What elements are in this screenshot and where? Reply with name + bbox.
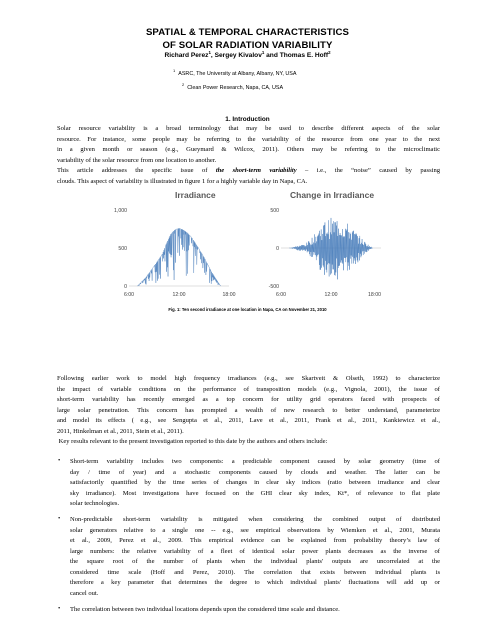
paragraph-line: variability of the solar resource from one location to another. <box>57 156 217 164</box>
bullet-marker: • <box>58 515 61 522</box>
right-x-tick-label: 6:00 <box>275 292 287 298</box>
author-separator: , <box>210 52 215 60</box>
paragraph-line: the impact of variable conditions on the performance of transposition models (e.g., Vignola, 2001), the issue of <box>57 385 440 393</box>
bullet-line: solar generators relative to a single one -- e.g., see empirical observations by Wiemken et al., 2001, Murata <box>70 526 440 534</box>
bullet-line: Short-term variability includes two components: a predictable component caused by solar geometry (time of <box>70 458 440 465</box>
author-name: Thomas E. Hoff <box>279 52 329 60</box>
bullet-item-2 <box>70 515 440 599</box>
right-y-tick-label: 0 <box>276 246 279 252</box>
bullet-item-1 <box>70 457 440 510</box>
emphasis-text: the short-term variability <box>215 167 297 174</box>
paragraph-line: in a given month or season (e.g., Gueymard & Wilcox, 2011). Others may be referring to the microclimatic <box>57 146 440 153</box>
irradiance-panel-title: Irradiance <box>175 190 216 200</box>
body-paragraph <box>57 374 440 437</box>
bullet-line: considered time scale (Hoff and Perez, 2010). The correlation that exists between individual plants is <box>70 568 440 576</box>
right-y-tick-label: -500 <box>268 284 279 290</box>
bullet-line: large numbers: the relative variability of a fleet of identical solar power plants decreases as the inverse of <box>70 547 440 555</box>
affiliation-number: 2 <box>182 82 185 87</box>
left-x-tick-label: 12:00 <box>172 292 186 298</box>
paragraph-line <box>57 166 440 177</box>
left-x-tick-label: 18:00 <box>222 292 236 298</box>
figure-caption: Fig. 1: Ten second irradiance at one location in Napa, CA on November 21, 2010 <box>168 307 327 312</box>
author-name: Richard Perez <box>164 52 209 60</box>
paragraph-line: short-term variability has recently emerged as a top concern for utility grid operators faced with prospects of <box>57 396 440 403</box>
affiliation-2 <box>182 82 283 91</box>
affiliation-text: ASRC, The University at Albany, Albany, NY, USA <box>178 70 297 77</box>
intro-paragraph-1 <box>57 124 440 166</box>
bullet-line: day / time of year) and a stochastic components caused by clouds and weather. The latter can be <box>70 468 440 476</box>
bullet-line: et al., 2009, Perez et al., 2009. This empirical evidence can be explained from probability theory’s law of <box>70 537 440 544</box>
paragraph-line: Following earlier work to model high frequency irradiances (e.g., see Skartveit & Olseth, 1992) to characterize <box>57 375 440 382</box>
author-separator: and <box>264 52 280 60</box>
paper-title-line-2: OF SOLAR RADIATION VARIABILITY <box>162 40 333 51</box>
left-x-tick-label: 6:00 <box>123 292 135 298</box>
section-heading: 1. Introduction <box>225 116 270 123</box>
bullet-line: sky irradiance). Most investigations have focused on the GHI clear sky index, Kt*, of relevance to flat plate <box>70 489 440 497</box>
paragraph-line: large solar penetration. This concern has prompted a wealth of new research to better understand, parameterize <box>57 406 440 414</box>
bullet-line: solar technologies. <box>70 500 120 507</box>
left-y-tick-label: 500 <box>118 246 127 252</box>
right-y-tick-label: 500 <box>270 208 279 214</box>
bullet-marker: • <box>58 605 61 612</box>
left-y-tick-label: 1,000 <box>114 208 127 214</box>
figure-1 <box>113 186 383 301</box>
bullet-marker: • <box>58 457 61 464</box>
paragraph-line: Solar resource variability is a broad terminology that may be used to describe different aspects of the solar <box>57 125 440 132</box>
bullet-line: The correlation between two individual locations depends upon the considered time scale and distance. <box>70 606 340 613</box>
bullet-line: therefore a key parameter that determines the degree to which individual plants' fluctuations will add up or <box>70 579 440 586</box>
bullet-item-3 <box>70 605 440 616</box>
author-affiliation-marker: 1 <box>261 50 265 55</box>
results-intro: Key results relevant to the present investigation reported to this date by the authors and others include: <box>57 438 328 445</box>
affiliation-text: Clean Power Research, Napa, CA, USA <box>187 84 284 91</box>
author-affiliation-marker: 1 <box>208 50 211 55</box>
affiliation-1 <box>173 68 296 77</box>
paper-title-line-1: SPATIAL & TEMPORAL CHARACTERISTICS <box>145 27 350 38</box>
affiliation-number: 1 <box>173 68 176 73</box>
right-x-tick-label: 18:00 <box>368 292 381 298</box>
bullet-line: satisfactorily quantified by the time series of changes in clear sky indices (ratio between irradiance and clear <box>70 479 440 486</box>
paragraph-line: 2011, Hinkelman et al., 2011, Stein et al., 2011). <box>57 427 184 435</box>
bullet-line: the square root of the number of plants when the individual plants' outputs are uncorrelated at the <box>70 558 440 565</box>
bullet-line: Non-predictable short-term variability is mitigated when considering the combined output of distributed <box>70 516 440 523</box>
author-name: Sergey Kivalov <box>214 52 262 60</box>
text-run: – i.e., the “noise” caused by passing <box>296 167 440 174</box>
change-panel-title: Change in Irradiance <box>290 190 375 200</box>
intro-paragraph-2 <box>57 166 440 187</box>
author-list <box>0 50 495 59</box>
right-x-tick-label: 12:00 <box>324 292 338 298</box>
text-run: This article addresses the specific issue of <box>57 167 216 174</box>
paragraph-line: and model its effects ( e.g., see Sengupta et al., 2011, Lave et al., 2011, Frank et al., 2011, Kankiewicz et al., <box>57 417 440 424</box>
left-y-tick-label: 0 <box>124 284 127 290</box>
paragraph-line: clouds. This aspect of variability is illustrated in figure 1 for a highly variable day in Napa, CA. <box>57 177 308 185</box>
bullet-line: cancel out. <box>70 589 99 597</box>
paragraph-line: resource. For instance, some people may be referring to the variability of the resource from one year to the next <box>57 135 440 143</box>
author-affiliation-marker: 2 <box>328 50 331 55</box>
